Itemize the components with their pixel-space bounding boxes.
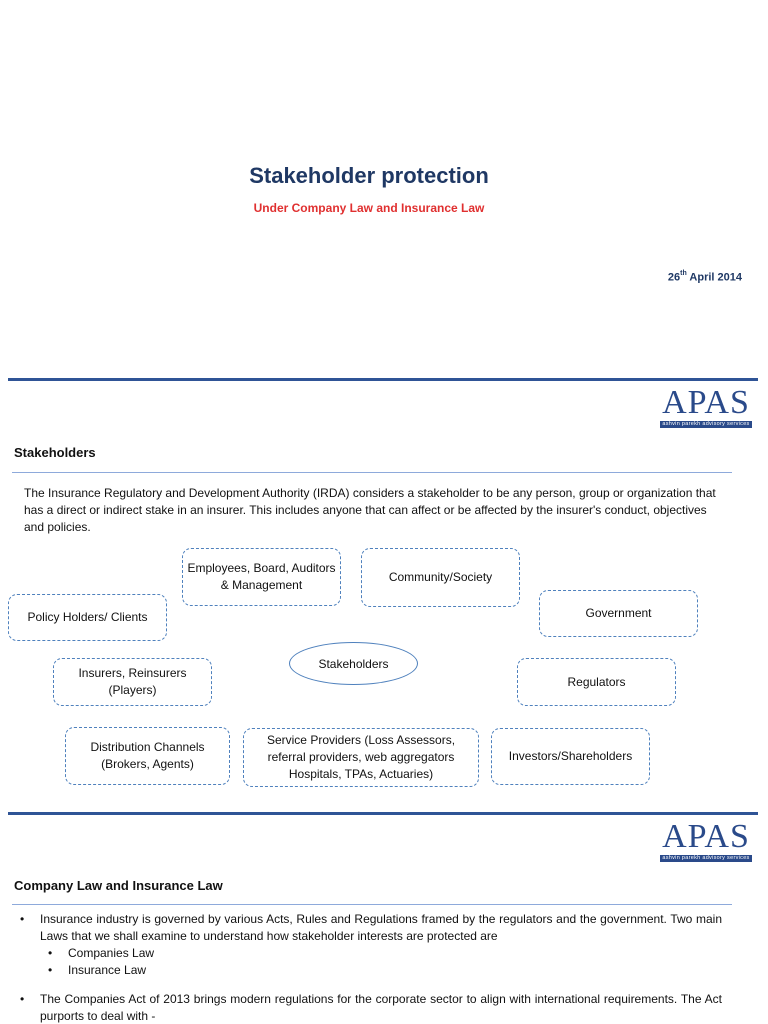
logo-wordmark: APAS [662, 384, 750, 421]
stakeholder-box-community: Community/Society [361, 548, 520, 607]
date-day: 26 [667, 271, 681, 284]
stakeholder-box-regulators: Regulators [517, 658, 676, 706]
bullet-dot: • [48, 963, 53, 977]
list-item [20, 991, 722, 1024]
stakeholders-center-node: Stakeholders [289, 642, 418, 685]
stakeholders-slide [0, 376, 768, 810]
sub-bullet-text: Insurance Law [68, 963, 147, 977]
stakeholder-box-policy-holders: Policy Holders/ Clients [8, 594, 167, 641]
section-heading: Company Law and Insurance Law [14, 878, 223, 893]
bullet-text: Insurance industry is governed by various Acts, Rules and Regulations framed by the regulators and the government. Two main Laws that we shall examine to understand how stakeholder interests are protected are [40, 912, 722, 943]
logo-tagline: ashvin parekh advisory services [660, 421, 752, 428]
logo-wordmark: APAS [662, 818, 750, 855]
presentation-title: Stakeholder protection [249, 163, 489, 188]
bullet-text: The Companies Act of 2013 brings modern regulations for the corporate sector to align with international requirements. The Act purports to deal with - [40, 992, 722, 1023]
title-slide [0, 0, 768, 376]
logo-tagline: ashvin parekh advisory services [660, 855, 752, 862]
apas-logo [660, 386, 752, 428]
bullet-dot: • [20, 912, 25, 926]
list-item [20, 911, 722, 945]
stakeholder-box-investors: Investors/Shareholders [491, 728, 650, 785]
intro-paragraph: The Insurance Regulatory and Development Authority (IRDA) considers a stakeholder to be any person, group or organization that has a direct or indirect stake in an insurer. This includes anyone that can affect or be affected by the insurer's conduct, objectives and policies. [24, 486, 716, 534]
stakeholder-box-government: Government [539, 590, 698, 637]
sub-bullet-text: Companies Law [68, 946, 155, 960]
date-suffix: th [680, 270, 687, 277]
heading-divider [12, 472, 732, 473]
bullet-dot: • [20, 992, 25, 1006]
sub-list-item [20, 962, 722, 979]
slide-top-bar [8, 812, 758, 815]
stakeholder-box-insurers: Insurers, Reinsurers (Players) [53, 658, 212, 706]
sub-list-item [20, 945, 722, 962]
presentation-subtitle: Under Company Law and Insurance Law [253, 201, 485, 215]
heading-divider [12, 904, 732, 905]
stakeholder-box-service-providers: Service Providers (Loss Assessors, referral providers, web aggregators Hospitals, TPAs, Actuaries) [243, 728, 479, 787]
bullet-dot: • [48, 946, 53, 960]
stakeholder-box-distribution: Distribution Channels (Brokers, Agents) [65, 727, 230, 785]
slide-top-bar [8, 378, 758, 381]
stakeholder-box-employees: Employees, Board, Auditors & Management [182, 548, 341, 606]
presentation-date [668, 271, 742, 284]
law-slide [0, 810, 768, 1024]
date-month-year: April 2014 [686, 271, 742, 284]
apas-logo [660, 820, 752, 862]
bullet-list [20, 911, 722, 1024]
section-heading: Stakeholders [14, 445, 96, 460]
